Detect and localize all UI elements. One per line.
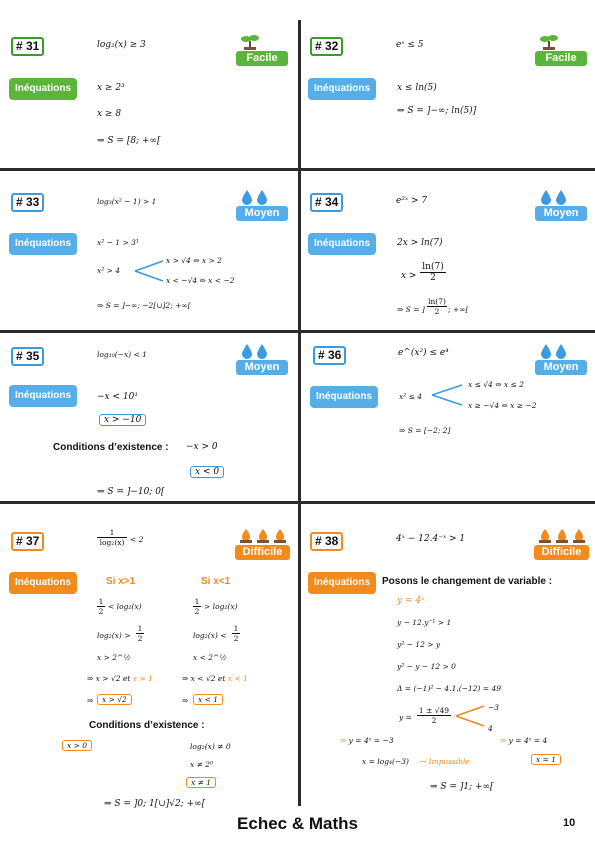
solution: ⇒ S = ] [397, 305, 425, 314]
exercise-number: # 35 [11, 347, 44, 366]
branch: x ≤ √4 ⇔ x ≤ 2 [468, 380, 524, 389]
denominator: 2 [98, 607, 104, 616]
discriminant: Δ = (−1)² − 4.1.(−12) = 49 [397, 684, 502, 693]
step: > log₂(x) [204, 602, 238, 611]
condition: x ≠ 2⁰ [190, 760, 214, 769]
step: log₂(x) > [97, 631, 131, 640]
boxed-result: x > √2 [97, 694, 132, 705]
fraction [417, 706, 451, 725]
step: 2x > ln(7) [397, 238, 443, 248]
implies-symbol: ⇒ [340, 736, 349, 745]
difficulty-badge: Moyen [236, 206, 288, 221]
numerator: ln(7) [428, 297, 446, 306]
solution: ⇒ S = ]−∞; −2[∪]2; +∞[ [97, 301, 191, 310]
substitution: y = 4ˣ [397, 596, 425, 606]
numerator: 1 [233, 624, 239, 633]
branch: x > √4 ⇔ x > 2 [166, 256, 222, 265]
difficulty-badge: Difficile [534, 545, 589, 560]
branch-arrows [133, 257, 169, 287]
implies-symbol: ⇒ [500, 736, 509, 745]
solution: ⇒ S = [−2; 2] [399, 426, 451, 435]
impossible-note: → Impossible [420, 757, 470, 766]
statement: < 2 [130, 535, 144, 544]
case-text: y = 4ˣ = 4 [508, 736, 548, 745]
fraction [420, 262, 446, 283]
case-text: y = 4ˣ = −3 [348, 736, 394, 745]
statement: log₂(x) ≥ 3 [97, 40, 146, 50]
difficulty-badge: Difficile [235, 545, 290, 560]
case-text: x = log₄(−3) [362, 757, 409, 766]
numerator: 1 [137, 624, 143, 633]
page-number: 10 [563, 817, 576, 829]
denominator: 2 [194, 607, 200, 616]
section-heading: Posons le changement de variable : [382, 576, 553, 587]
condition-text: x < 1 [227, 674, 248, 683]
step: x ≤ ln(5) [397, 83, 437, 93]
fraction [427, 297, 447, 316]
numerator: 1 [98, 597, 104, 606]
fraction [97, 597, 105, 616]
solution: ⇒ S = [8; +∞[ [97, 136, 161, 146]
step: y² − 12 > y [397, 640, 441, 649]
fraction [232, 624, 240, 643]
condition: log₂(x) ≠ 0 [190, 742, 231, 751]
implies-symbol: ⇒ [87, 696, 94, 705]
branch: x < −√4 ⇔ x < −2 [166, 276, 235, 285]
numerator: ln(7) [420, 262, 446, 273]
exercise-number: # 32 [310, 37, 343, 56]
branch-arrows [454, 702, 488, 732]
step-text: ⇒ x < √2 et [182, 674, 228, 683]
fraction [136, 624, 144, 643]
condition-text: x > 1 [132, 674, 153, 683]
step: x² > 4 [97, 266, 121, 275]
exercise-number: # 38 [310, 532, 343, 551]
boxed-result: x < 1 [193, 694, 223, 705]
solution: ⇒ S = ]1; +∞[ [430, 782, 494, 792]
fraction [193, 597, 201, 616]
statement: log₃(x² − 1) > 1 [97, 197, 157, 206]
case-heading: Si x<1 [201, 576, 231, 587]
step: x² ≤ 4 [399, 392, 423, 401]
category-tag: Inéquations [9, 385, 77, 407]
step: y² − y − 12 > 0 [397, 662, 456, 671]
solution: ⇒ S = ]−10; 0[ [97, 487, 165, 497]
category-tag: Inéquations [308, 233, 376, 255]
implies-symbol: ⇒ [182, 696, 189, 705]
step: x² − 1 > 3¹ [97, 238, 139, 247]
conditions-heading: Conditions d’existence : [53, 442, 169, 453]
difficulty-badge: Moyen [535, 206, 587, 221]
solution: ⇒ S = ]0; 1[∪]√2; +∞[ [104, 799, 206, 809]
case [340, 736, 394, 745]
step: x ≥ 8 [97, 109, 122, 119]
step: y = [399, 713, 412, 722]
numerator: 1 ± √49 [418, 706, 450, 715]
step-text: ⇒ x > √2 et [87, 674, 133, 683]
denominator: 2 [233, 634, 239, 643]
step: log₂(x) < [193, 631, 227, 640]
fraction [97, 528, 127, 547]
difficulty-badge: Moyen [236, 360, 288, 375]
step: y − 12.y⁻¹ > 1 [397, 618, 452, 627]
step: −x < 10¹ [97, 392, 138, 402]
numerator: 1 [97, 528, 127, 538]
denominator: 2 [430, 273, 436, 283]
category-tag: Inéquations [9, 233, 77, 255]
case [500, 736, 547, 745]
condition: −x > 0 [186, 442, 218, 452]
category-tag: Inéquations [308, 78, 376, 100]
category-tag: Inéquations [310, 386, 378, 408]
step [87, 674, 153, 683]
boxed-result: x ≠ 1 [186, 777, 216, 788]
statement: log₁₀(−x) < 1 [97, 350, 147, 359]
denominator: log₂(x) [99, 538, 125, 547]
step: x ≥ 2³ [97, 83, 125, 93]
root: −3 [488, 703, 500, 712]
statement: eˣ ≤ 5 [396, 40, 424, 50]
solution: ⇒ S = ]−∞; ln(5)] [397, 106, 477, 116]
case-heading: Si x>1 [106, 576, 136, 587]
step: < log₂(x) [108, 602, 142, 611]
difficulty-badge: Facile [535, 51, 587, 66]
boxed-result: x = 1 [531, 754, 561, 765]
boxed-result: x > −10 [99, 414, 146, 426]
denominator: 2 [431, 716, 437, 725]
step: x > 2^½ [97, 653, 131, 662]
exercise-number: # 37 [11, 532, 44, 551]
statement: e^(x²) ≤ e⁴ [398, 348, 449, 358]
exercise-number: # 34 [310, 193, 343, 212]
boxed-result: x > 0 [62, 740, 92, 751]
conditions-heading: Conditions d’existence : [89, 720, 205, 731]
numerator: 1 [194, 597, 200, 606]
step: x > [401, 271, 417, 281]
step [182, 674, 248, 683]
exercise-number: # 33 [11, 193, 44, 212]
difficulty-badge: Moyen [535, 360, 587, 375]
category-tag: Inéquations [9, 572, 77, 594]
footer-title: Echec & Maths [237, 814, 358, 833]
root: 4 [488, 724, 493, 733]
statement: e²ˣ > 7 [396, 196, 428, 206]
difficulty-badge: Facile [236, 51, 288, 66]
exercise-number: # 36 [313, 346, 346, 365]
category-tag: Inéquations [9, 78, 77, 100]
solution: ; +∞[ [448, 305, 469, 314]
branch-arrows [430, 381, 466, 411]
divider-center [298, 20, 301, 806]
branch: x ≥ −√4 ⇔ x ≥ −2 [468, 401, 537, 410]
denominator: 2 [434, 307, 440, 316]
denominator: 2 [137, 634, 143, 643]
category-tag: Inéquations [308, 572, 376, 594]
statement: 4ˣ − 12.4⁻ˣ > 1 [396, 534, 466, 544]
step: x < 2^½ [193, 653, 227, 662]
exercise-number: # 31 [11, 37, 44, 56]
boxed-result: x < 0 [190, 466, 224, 478]
